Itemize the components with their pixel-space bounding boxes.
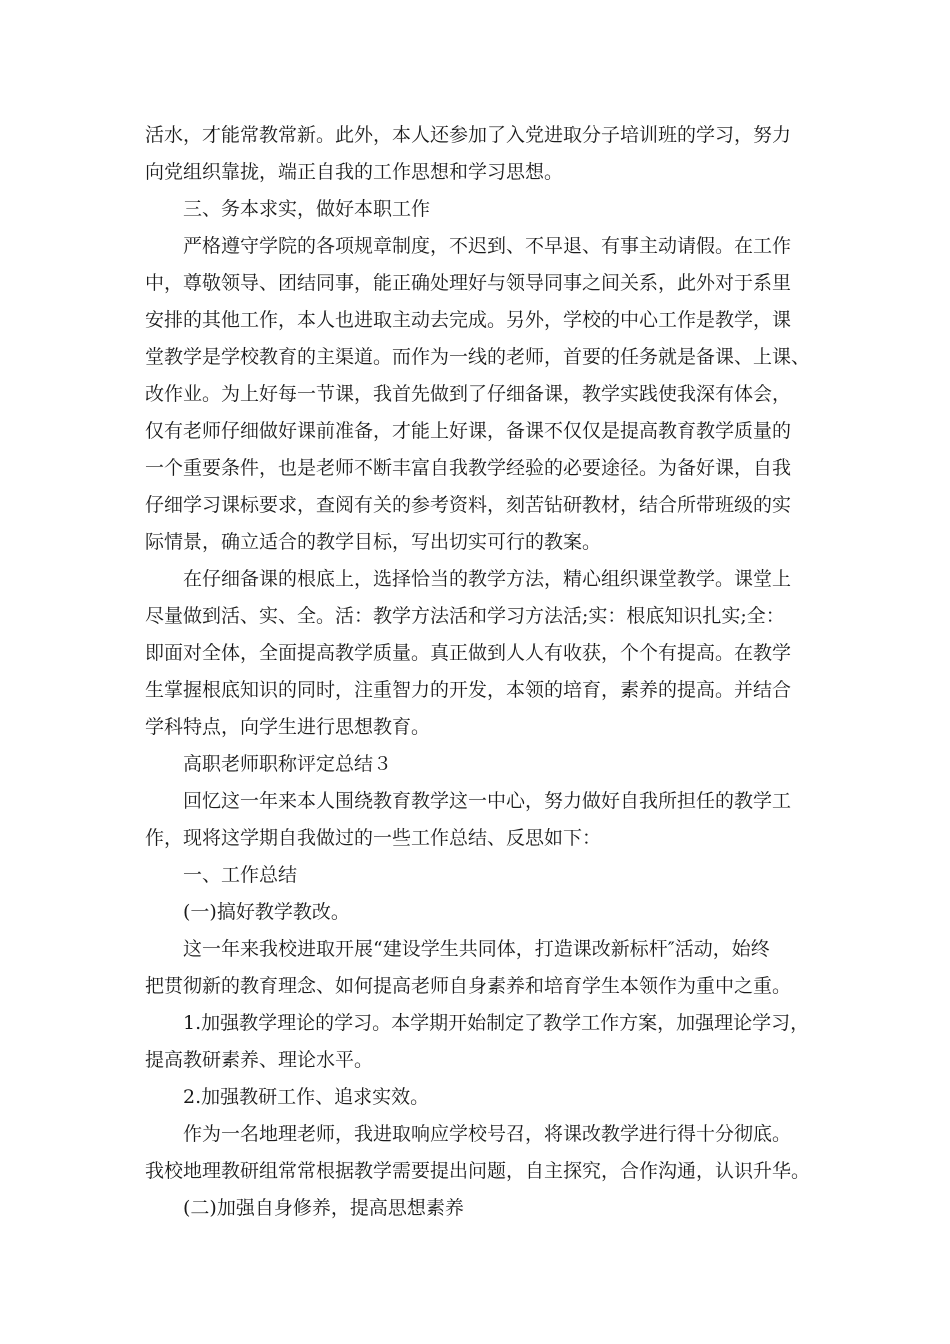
line-4: 严格遵守学院的各项规章制度，不迟到、不早退、有事主动请假。在工作 bbox=[183, 235, 792, 257]
doc-title-3: 高职老师职称评定总结３ bbox=[183, 753, 393, 775]
line-8: 改作业。为上好每一节课，我首先做到了仔细备课，教学实践使我深有体会， bbox=[145, 383, 792, 405]
line-26: 提高教研素养、理论水平。 bbox=[145, 1049, 374, 1071]
line-14: 尽量做到活、实、全。活：教学方法活和学习方法活;实：根底知识扎实;全： bbox=[145, 605, 785, 627]
section-heading-1: 一、工作总结 bbox=[183, 864, 298, 886]
line-12: 际情景，确立适合的教学目标，写出切实可行的教案。 bbox=[145, 531, 602, 553]
line-15: 即面对全体，全面提高教学质量。真正做到人人有收获，个个有提高。在教学 bbox=[145, 642, 792, 664]
line-2: 向党组织靠拢，端正自我的工作思想和学习思想。 bbox=[145, 161, 564, 183]
line-28: 作为一名地理老师，我进取响应学校号召，将课改教学进行得十分彻底。 bbox=[183, 1123, 792, 1145]
line-29: 我校地理教研组常常根据教学需要提出问题，自主探究，合作沟通，认识升华。 bbox=[145, 1160, 811, 1182]
item-1: 1.加强教学理论的学习。本学期开始制定了教学工作方案，加强理论学习， bbox=[183, 1012, 810, 1034]
line-5: 中，尊敬领导、团结同事，能正确处理好与领导同事之间关系，此外对于系里 bbox=[145, 272, 792, 294]
line-11: 仔细学习课标要求，查阅有关的参考资料，刻苦钻研教材，结合所带班级的实 bbox=[145, 494, 792, 516]
line-7: 堂教学是学校教育的主渠道。而作为一线的老师，首要的任务就是备课、上课、 bbox=[145, 346, 811, 368]
line-19: 回忆这一年来本人围绕教育教学这一中心，努力做好自我所担任的教学工 bbox=[183, 790, 792, 812]
line-17: 学科特点，向学生进行思想教育。 bbox=[145, 716, 431, 738]
document-body bbox=[145, 117, 810, 1227]
line-16: 生掌握根底知识的同时，注重智力的开发，本领的培育，素养的提高。并结合 bbox=[145, 679, 792, 701]
item-2: 2.加强教研工作、追求实效。 bbox=[183, 1086, 430, 1108]
section-heading-3: 三、务本求实，做好本职工作 bbox=[183, 198, 431, 220]
line-1: 活水，才能常教常新。此外，本人还参加了入党进取分子培训班的学习，努力 bbox=[145, 124, 792, 146]
line-9: 仅有老师仔细做好课前准备，才能上好课，备课不仅仅是提高教育教学质量的 bbox=[145, 420, 792, 442]
line-6: 安排的其他工作，本人也进取主动去完成。另外，学校的中心工作是教学，课 bbox=[145, 309, 792, 331]
line-10: 一个重要条件，也是老师不断丰富自我教学经验的必要途径。为备好课，自我 bbox=[145, 457, 792, 479]
line-20: 作，现将这学期自我做过的一些工作总结、反思如下： bbox=[145, 827, 602, 849]
subsection-heading-2: (二)加强自身修养，提高思想素养 bbox=[183, 1197, 464, 1219]
line-24: 把贯彻新的教育理念、如何提高老师自身素养和培育学生本领作为重中之重。 bbox=[145, 975, 792, 997]
line-13: 在仔细备课的根底上，选择恰当的教学方法，精心组织课堂教学。课堂上 bbox=[183, 568, 792, 590]
line-23: 这一年来我校进取开展“建设学生共同体，打造课改新标杆″活动，始终 bbox=[183, 938, 770, 960]
subsection-heading-1: (一)搞好教学教改。 bbox=[183, 901, 350, 923]
